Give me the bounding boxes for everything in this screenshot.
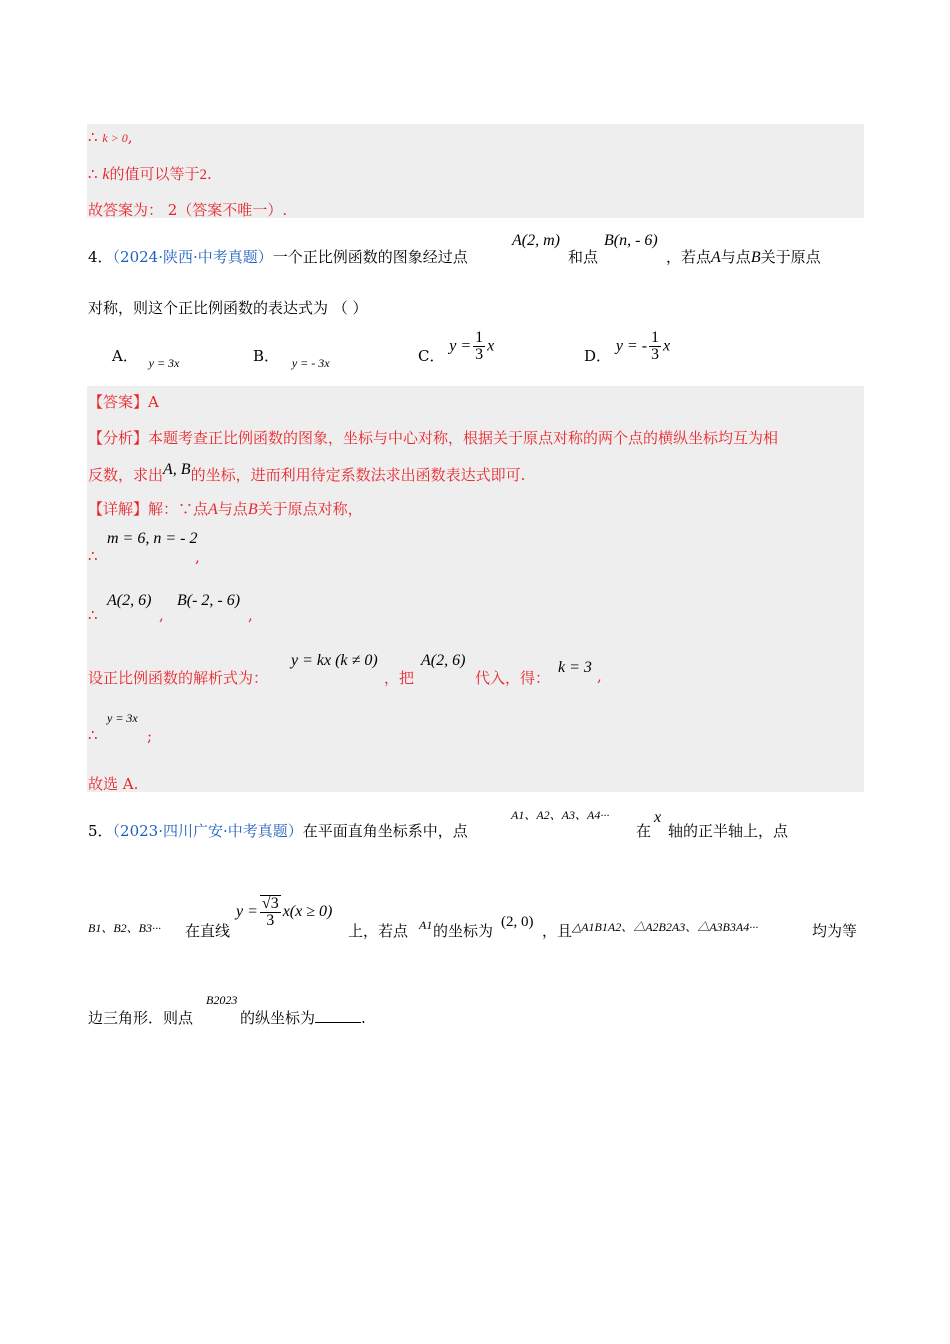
triangle-sequence: △A1B1A2、△A2B2A3、△A3B3A4···: [572, 920, 759, 934]
step-2-end: ,: [248, 606, 253, 624]
step-1-end: ,: [195, 548, 200, 566]
detail-line: 【详解】解：∵点A与点B关于原点对称，: [88, 500, 363, 518]
option-c[interactable]: C． y = $\frac{1}{3}$ x: [418, 329, 495, 365]
step-2-separator: ,: [159, 606, 164, 624]
point-b: B(n, - 6): [604, 232, 658, 249]
option-c-label: C．: [418, 346, 445, 365]
question-4-line-2: 对称，则这个正比例函数的表达式为 （ ）: [88, 299, 368, 317]
question-4-line-1: 4．（2024·陕西·中考真题）一个正比例函数的图象经过点: [88, 248, 468, 266]
step-3-equation: y = kx (k ≠ 0): [291, 652, 378, 669]
option-a-value: y = 3x: [148, 356, 180, 370]
question-4-and-point: 和点: [568, 248, 599, 266]
question-5-axis-text: 轴的正半轴上，点: [668, 822, 789, 840]
question-number: 4．: [88, 248, 113, 266]
step-4-end: ;: [147, 727, 153, 745]
a1-coordinate: (2, 0): [501, 914, 534, 930]
question-5-line-3: 边三角形．则点: [88, 1009, 194, 1027]
question-5-ycoord: 的纵坐标为 .: [240, 1009, 366, 1027]
option-b-label: B．: [253, 347, 280, 365]
question-5-on-line: 在直线: [185, 922, 231, 940]
k-variable: k: [102, 166, 110, 183]
k-gt-zero: k > 0: [102, 131, 128, 145]
step-3-k: k = 3: [558, 659, 592, 676]
prev-solution-answer: 故答案为： 2（答案不唯一）.: [88, 201, 288, 219]
step-1-symbol: ∴: [88, 547, 98, 565]
step-2-symbol: ∴: [88, 606, 98, 624]
question-5-if-point: 上，若点: [348, 922, 409, 940]
points-a-sequence: A1、A2、A3、A4···: [511, 808, 610, 822]
step-3-point: A(2, 6): [421, 652, 466, 669]
prev-solution-line-2: ∴ k的值可以等于2.: [88, 165, 212, 183]
option-b[interactable]: [253, 345, 330, 370]
conclusion-line: 故选 A.: [88, 775, 139, 793]
therefore-symbol: ∴: [88, 165, 98, 183]
step-2-point-b: B(- 2, - 6): [177, 592, 241, 609]
question-5-coord-text: 的坐标为: [433, 922, 494, 940]
question-source: （2024·陕西·中考真题）: [112, 248, 273, 266]
step-3-end: ,: [597, 667, 602, 685]
point-a1: A1: [419, 918, 433, 932]
option-b-value: y = - 3x: [291, 356, 330, 370]
option-d[interactable]: D． y = - $\frac{1}{3}$ x: [584, 329, 671, 365]
option-a-label: A．: [112, 347, 138, 365]
step-3-text-a: 设正比例函数的解析式为：: [88, 669, 269, 687]
step-1-math: m = 6, n = - 2: [107, 530, 198, 547]
question-5-and: ，且: [542, 922, 573, 940]
option-d-label: D．: [584, 346, 612, 365]
question-source: （2023·四川广安·中考真题）: [112, 822, 303, 840]
step-4-symbol: ∴: [88, 726, 98, 744]
step-2-point-a: A(2, 6): [107, 592, 152, 609]
step-3-text-b: ，把: [384, 669, 415, 687]
line-equation: y = $\frac{√3}{3}$ x(x ≥ 0): [236, 895, 333, 929]
therefore-symbol: ∴: [88, 128, 98, 146]
analysis-line-2: 反数，求出A, B的坐标，进而利用待定系数法求出函数表达式即可.: [88, 461, 526, 484]
question-number: 5．: [88, 822, 113, 840]
step-4-math: y = 3x: [107, 711, 138, 725]
points-b-sequence: B1、B2、B3···: [88, 921, 161, 935]
prev-solution-line-1: ∴ k > 0,: [88, 128, 133, 146]
analysis-line-1: 【分析】本题考查正比例函数的图象，坐标与中心对称，根据关于原点对称的两个点的横纵坐标均互为相: [88, 429, 779, 447]
question-5-equilateral: 均为等: [812, 922, 858, 940]
question-5-in: 在: [636, 822, 652, 840]
point-a: A(2, m): [512, 232, 560, 249]
x-axis-label: x: [654, 809, 662, 826]
step-3-text-c: 代入，得：: [475, 669, 551, 687]
question-5-line-1: 5．（2023·四川广安·中考真题）在平面直角坐标系中，点: [88, 822, 468, 840]
answer-line: 【答案】A: [88, 393, 159, 411]
point-b2023: B2023: [206, 993, 238, 1007]
answer-blank[interactable]: [315, 1008, 361, 1023]
question-4-line-1-end: ，若点A与点B关于原点: [666, 248, 821, 266]
option-a[interactable]: [112, 345, 180, 370]
